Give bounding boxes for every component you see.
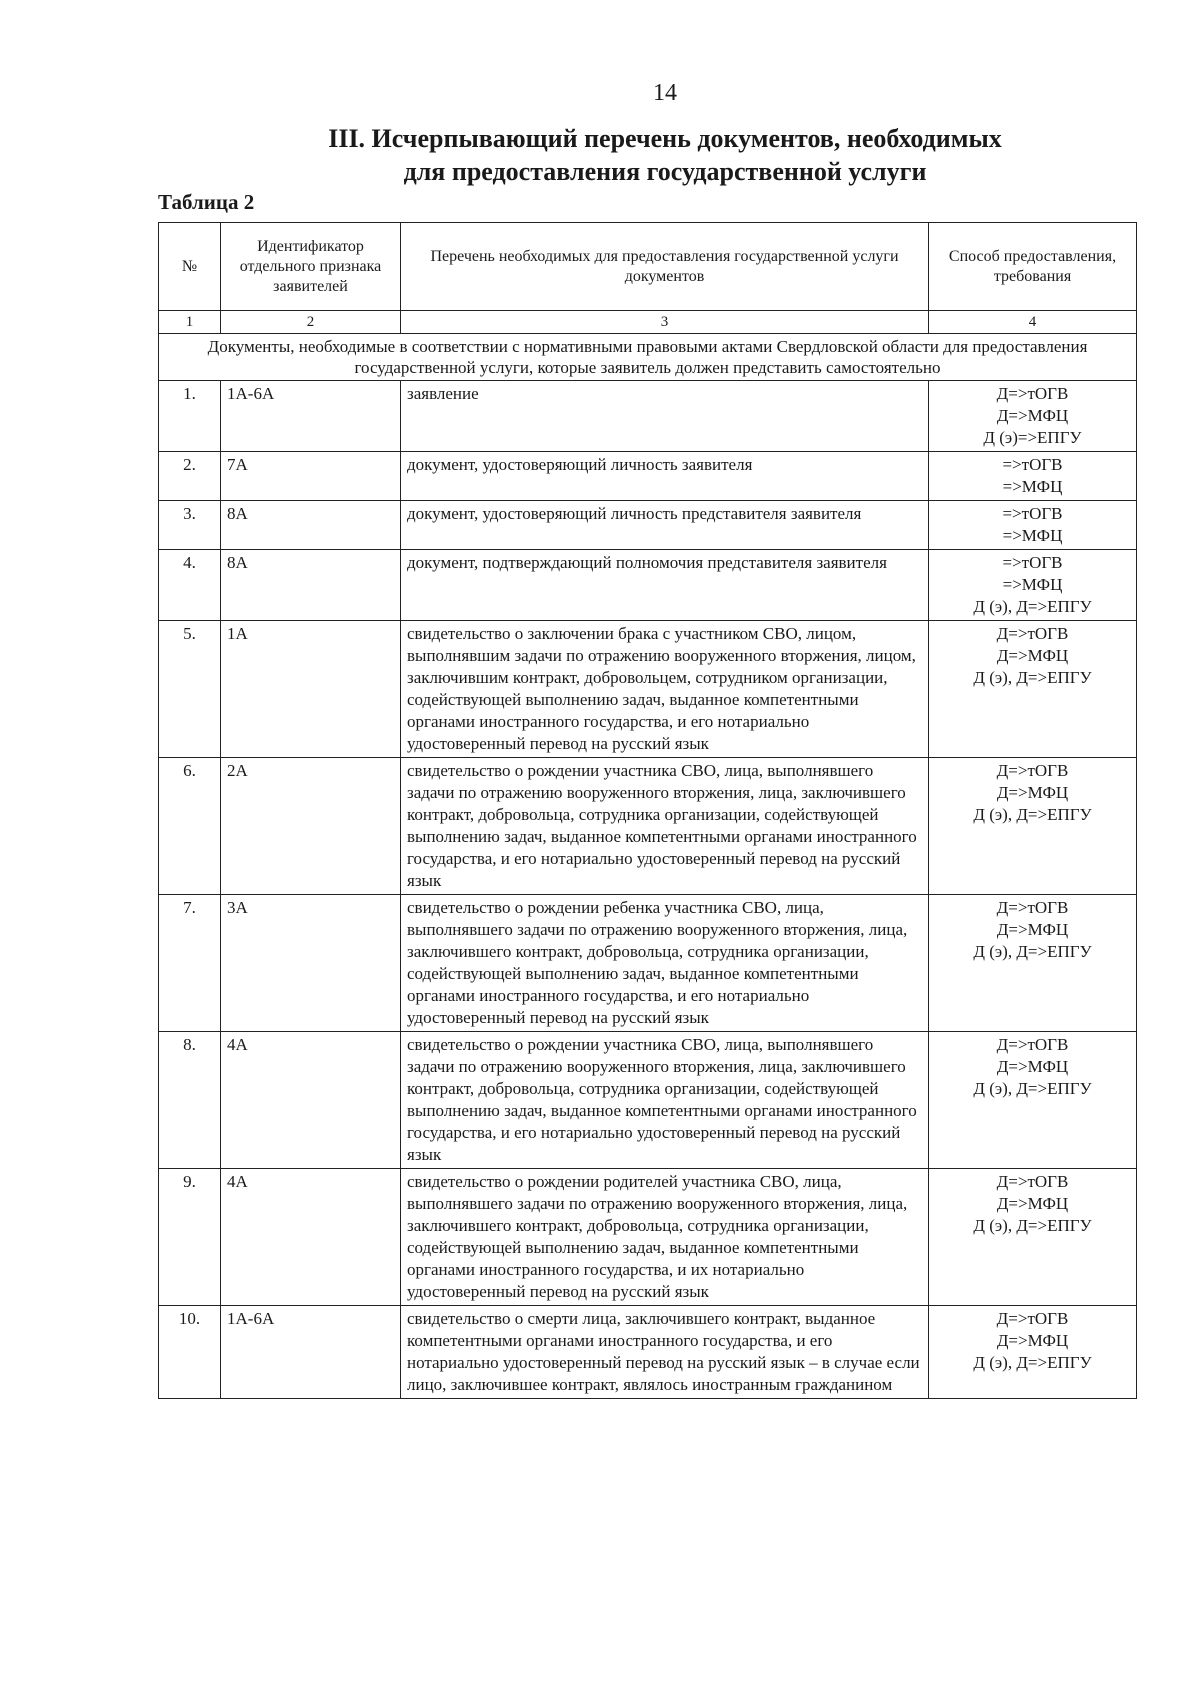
row-identifier: 8А: [221, 550, 401, 621]
row-identifier: 4А: [221, 1032, 401, 1169]
table-row: [159, 895, 1137, 1032]
table-row: [159, 621, 1137, 758]
header-identifier: Идентификатор отдельного признака заявителей: [221, 223, 401, 311]
row-document: документ, удостоверяющий личность представителя заявителя: [401, 501, 929, 550]
row-number: 2.: [159, 452, 221, 501]
row-number: 4.: [159, 550, 221, 621]
column-number: 1: [159, 311, 221, 334]
table-row: [159, 501, 1137, 550]
row-document: свидетельство о рождении участника СВО, лица, выполнявшего задачи по отражению вооруженного вторжения, лица, заключившего контракт, добровольца, сотрудника организации, содействующей выполнению задач, выданное компетентными органами иностранного государства, и его нотариально удостоверенный перевод на русский язык: [401, 1032, 929, 1169]
row-identifier: 8А: [221, 501, 401, 550]
row-method: Д=>тОГВ Д=>МФЦ Д (э), Д=>ЕПГУ: [929, 1169, 1137, 1306]
row-identifier: 1А-6А: [221, 1306, 401, 1399]
header-documents: Перечень необходимых для предоставления государственной услуги документов: [401, 223, 929, 311]
row-document: свидетельство о смерти лица, заключившего контракт, выданное компетентными органами иностранного государства, и его нотариально удостоверенный перевод на русский язык – в случае если лицо, заключившее контракт, являлось иностранным гражданином: [401, 1306, 929, 1399]
row-document: свидетельство о заключении брака с участником СВО, лицом, выполнявшим задачи по отражению вооруженного вторжения, лицом, заключившим контракт, добровольцем, сотрудником организации, содействующей выполнению задач, выданное компетентными органами иностранного государства, и его нотариально удостоверенный перевод на русский язык: [401, 621, 929, 758]
row-identifier: 1А: [221, 621, 401, 758]
row-method: Д=>тОГВ Д=>МФЦ Д (э), Д=>ЕПГУ: [929, 758, 1137, 895]
row-number: 10.: [159, 1306, 221, 1399]
row-number: 9.: [159, 1169, 221, 1306]
table-row: [159, 550, 1137, 621]
row-number: 6.: [159, 758, 221, 895]
row-document: свидетельство о рождении ребенка участника СВО, лица, выполнявшего задачи по отражению вооруженного вторжения, лица, заключившего контракт, добровольца, сотрудника организации, содействующей выполнению задач, выданное компетентными органами иностранного государства, и его нотариально удостоверенный перевод на русский язык: [401, 895, 929, 1032]
table-caption: Таблица 2: [158, 190, 255, 214]
row-identifier: 3А: [221, 895, 401, 1032]
row-document: свидетельство о рождении родителей участника СВО, лица, выполнявшего задачи по отражению вооруженного вторжения, лица, заключившего контракт, добровольца, сотрудника организации, содействующей выполнению задач, выданное компетентными органами иностранного государства, и их нотариально удостоверенный перевод на русский язык: [401, 1169, 929, 1306]
table-row: [159, 381, 1137, 452]
row-identifier: 7А: [221, 452, 401, 501]
row-identifier: 2А: [221, 758, 401, 895]
row-document: документ, удостоверяющий личность заявителя: [401, 452, 929, 501]
row-document: свидетельство о рождении участника СВО, лица, выполнявшего задачи по отражению вооруженного вторжения, лица, заключившего контракт, добровольца, сотрудника организации, содействующей выполнению задач, выданное компетентными органами иностранного государства, и его нотариально удостоверенный перевод на русский язык: [401, 758, 929, 895]
header-num: №: [159, 223, 221, 311]
table-row: [159, 452, 1137, 501]
row-method: Д=>тОГВ Д=>МФЦ Д (э), Д=>ЕПГУ: [929, 621, 1137, 758]
row-method: =>тОГВ =>МФЦ Д (э), Д=>ЕПГУ: [929, 550, 1137, 621]
table-row: [159, 1032, 1137, 1169]
row-number: 7.: [159, 895, 221, 1032]
table-row: [159, 758, 1137, 895]
column-number: 3: [401, 311, 929, 334]
row-number: 5.: [159, 621, 221, 758]
row-method: Д=>тОГВ Д=>МФЦ Д (э), Д=>ЕПГУ: [929, 1032, 1137, 1169]
row-method: =>тОГВ =>МФЦ: [929, 452, 1137, 501]
row-identifier: 4А: [221, 1169, 401, 1306]
documents-table: [158, 222, 1137, 1399]
section-title: [0, 122, 1200, 188]
column-number: 2: [221, 311, 401, 334]
row-document: документ, подтверждающий полномочия представителя заявителя: [401, 550, 929, 621]
table-row: [159, 1169, 1137, 1306]
section-title-line-2: для предоставления государственной услуги: [403, 157, 927, 186]
row-number: 8.: [159, 1032, 221, 1169]
row-number: 3.: [159, 501, 221, 550]
row-number: 1.: [159, 381, 221, 452]
column-number-row: [159, 311, 1137, 334]
row-method: Д=>тОГВ Д=>МФЦ Д (э)=>ЕПГУ: [929, 381, 1137, 452]
section-title-line-1: III. Исчерпывающий перечень документов, необходимых: [328, 124, 1002, 153]
table-row: [159, 1306, 1137, 1399]
section-heading-row: [159, 334, 1137, 381]
row-document: заявление: [401, 381, 929, 452]
row-method: Д=>тОГВ Д=>МФЦ Д (э), Д=>ЕПГУ: [929, 895, 1137, 1032]
row-identifier: 1А-6А: [221, 381, 401, 452]
page-number: 14: [653, 80, 677, 106]
header-method: Способ предоставления, требования: [929, 223, 1137, 311]
column-number: 4: [929, 311, 1137, 334]
table-header-row: [159, 223, 1137, 311]
row-method: Д=>тОГВ Д=>МФЦ Д (э), Д=>ЕПГУ: [929, 1306, 1137, 1399]
row-method: =>тОГВ =>МФЦ: [929, 501, 1137, 550]
section-heading: Документы, необходимые в соответствии с нормативными правовыми актами Свердловской области для предоставления государственной услуги, которые заявитель должен представить самостоятельно: [159, 334, 1137, 381]
